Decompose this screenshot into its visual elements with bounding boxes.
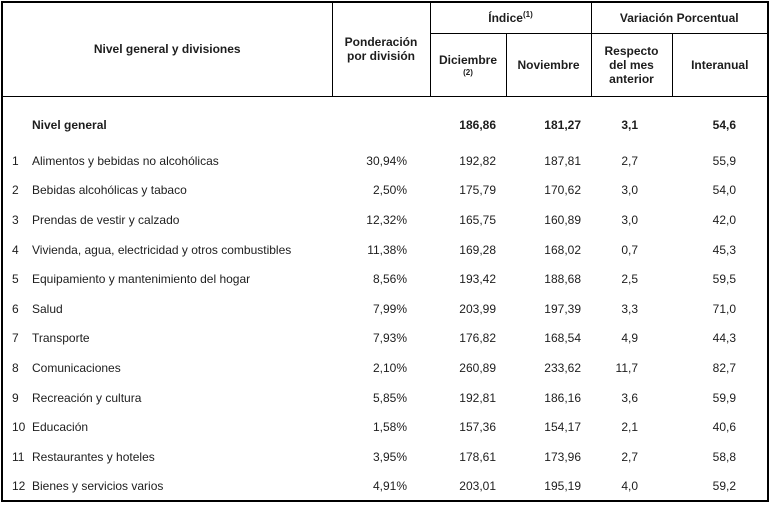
december-index-cell: 178,61 — [459, 449, 496, 464]
november-index-cell: 168,54 — [544, 331, 581, 346]
november-index-cell: 168,02 — [544, 242, 581, 257]
monthly-variation-cell: 3,0 — [621, 183, 638, 198]
weight-cell — [332, 96, 430, 146]
division-label: Bebidas alcohólicas y tabaco — [32, 183, 187, 198]
division-label: Bienes y servicios varios — [32, 478, 164, 493]
division-name-cell — [2, 472, 332, 502]
table-row — [2, 264, 768, 294]
division-number: 2 — [12, 183, 19, 198]
november-index-cell: 173,96 — [544, 449, 581, 464]
division-name-cell — [2, 235, 332, 265]
header-variation-group: Variación Porcentual — [591, 2, 768, 33]
monthly-variation-cell: 2,5 — [621, 272, 638, 287]
interannual-variation-cell: 59,9 — [712, 390, 736, 405]
division-label: Educación — [32, 420, 89, 435]
interannual-variation-cell: 71,0 — [712, 301, 736, 316]
division-name-cell — [2, 383, 332, 413]
december-index-cell: 165,75 — [459, 212, 496, 227]
interannual-variation-cell: 42,0 — [712, 212, 736, 227]
table-row — [2, 176, 768, 206]
division-name-cell — [2, 176, 332, 206]
weight-cell: 8,56% — [372, 272, 407, 287]
division-number: 3 — [12, 212, 19, 227]
november-index-cell: 197,39 — [544, 301, 581, 316]
table-row — [2, 294, 768, 324]
table-row — [2, 353, 768, 383]
header-index-label: Índice — [488, 10, 523, 25]
december-index-cell: 175,79 — [459, 183, 496, 198]
division-label: Equipamiento y mantenimiento del hogar — [32, 272, 251, 287]
monthly-variation-cell: 2,1 — [621, 420, 638, 435]
weight-cell: 2,10% — [372, 360, 407, 375]
footnote-ref-2: (2) — [463, 67, 473, 77]
interannual-variation-cell: 55,9 — [712, 153, 736, 168]
november-index-cell: 195,19 — [544, 478, 581, 493]
interannual-variation-cell: 45,3 — [712, 242, 736, 257]
general-level-row — [2, 96, 768, 146]
interannual-variation-cell: 59,5 — [712, 272, 736, 287]
monthly-variation-cell: 0,7 — [621, 242, 638, 257]
november-index-cell: 170,62 — [544, 183, 581, 198]
interannual-variation-cell: 40,6 — [712, 420, 736, 435]
monthly-variation-cell: 4,0 — [621, 478, 638, 493]
table-row — [2, 324, 768, 354]
division-label: Vivienda, agua, electricidad y otros combustibles — [32, 242, 292, 257]
price-index-table — [1, 1, 769, 502]
weight-cell: 5,85% — [372, 390, 407, 405]
november-index-cell: 181,27 — [544, 118, 581, 133]
december-index-cell: 203,01 — [459, 478, 496, 493]
weight-cell: 2,50% — [372, 183, 407, 198]
footnote-ref-1: (1) — [522, 9, 533, 19]
monthly-variation-cell: 2,7 — [621, 449, 638, 464]
header-weight: Ponderación por división — [332, 2, 430, 96]
division-number: 1 — [12, 153, 19, 168]
december-index-cell: 260,89 — [459, 360, 496, 375]
division-number: 9 — [12, 390, 19, 405]
header-interannual: Interanual — [672, 33, 768, 96]
november-index-cell: 160,89 — [544, 212, 581, 227]
december-index-cell: 169,28 — [459, 242, 496, 257]
division-number: 5 — [12, 272, 19, 287]
table-row — [2, 146, 768, 176]
interannual-variation-cell: 59,2 — [712, 478, 736, 493]
weight-cell: 12,32% — [366, 212, 407, 227]
interannual-variation-cell: 54,6 — [712, 118, 736, 133]
division-name-cell — [2, 205, 332, 235]
division-name-cell — [2, 294, 332, 324]
header-december — [430, 33, 506, 96]
interannual-variation-cell: 82,7 — [712, 360, 736, 375]
division-label: Nivel general — [32, 118, 107, 133]
division-name-cell — [2, 353, 332, 383]
november-index-cell: 188,68 — [544, 272, 581, 287]
monthly-variation-cell: 3,6 — [621, 390, 638, 405]
division-number: 6 — [12, 301, 19, 316]
monthly-variation-cell: 3,0 — [621, 212, 638, 227]
weight-cell: 11,38% — [367, 242, 407, 257]
header-december-label: Diciembre — [438, 52, 498, 67]
division-name-cell — [2, 146, 332, 176]
interannual-variation-cell: 58,8 — [712, 449, 736, 464]
header-index-group — [430, 2, 591, 33]
table-row — [2, 235, 768, 265]
division-label: Restaurantes y hoteles — [32, 449, 155, 464]
division-label: Recreación y cultura — [32, 390, 142, 405]
weight-cell: 1,58% — [372, 420, 407, 435]
november-index-cell: 186,16 — [544, 390, 581, 405]
division-label: Transporte — [32, 331, 90, 346]
division-label: Prendas de vestir y calzado — [32, 212, 180, 227]
monthly-variation-cell: 2,7 — [621, 153, 638, 168]
division-name-cell — [2, 324, 332, 354]
division-name-cell — [2, 412, 332, 442]
division-number: 4 — [12, 242, 19, 257]
division-name-cell — [2, 442, 332, 472]
division-label: Comunicaciones — [32, 360, 121, 375]
weight-cell: 30,94% — [366, 153, 407, 168]
november-index-cell: 187,81 — [544, 153, 581, 168]
division-number: 7 — [12, 331, 19, 346]
table-header — [2, 2, 768, 96]
monthly-variation-cell: 11,7 — [615, 360, 638, 375]
december-index-cell: 193,42 — [459, 272, 496, 287]
december-index-cell: 203,99 — [459, 301, 496, 316]
division-name-cell — [2, 96, 332, 146]
division-label: Salud — [32, 301, 63, 316]
november-index-cell: 154,17 — [544, 420, 581, 435]
weight-cell: 4,91% — [372, 478, 407, 493]
december-index-cell: 176,82 — [459, 331, 496, 346]
division-number: 10 — [12, 420, 26, 435]
monthly-variation-cell: 4,9 — [621, 331, 638, 346]
header-month-over-month: Respecto del mes anterior — [591, 33, 672, 96]
weight-cell: 7,93% — [372, 331, 407, 346]
november-index-cell: 233,62 — [544, 360, 581, 375]
december-index-cell: 192,81 — [459, 390, 496, 405]
monthly-variation-cell: 3,3 — [621, 301, 638, 316]
weight-cell: 3,95% — [372, 449, 407, 464]
division-name-cell — [2, 264, 332, 294]
header-divisions: Nivel general y divisiones — [2, 2, 332, 96]
header-november: Noviembre — [506, 33, 591, 96]
table-body — [2, 96, 768, 501]
table-row — [2, 205, 768, 235]
interannual-variation-cell: 54,0 — [712, 183, 736, 198]
weight-cell: 7,99% — [372, 301, 407, 316]
division-number: 12 — [12, 478, 26, 493]
table-row — [2, 412, 768, 442]
table-row — [2, 442, 768, 472]
division-number: 11 — [12, 449, 25, 464]
division-label: Alimentos y bebidas no alcohólicas — [32, 153, 219, 168]
division-number: 8 — [12, 360, 19, 375]
monthly-variation-cell: 3,1 — [621, 118, 638, 133]
interannual-variation-cell: 44,3 — [712, 331, 736, 346]
table-row — [2, 472, 768, 502]
table-row — [2, 383, 768, 413]
december-index-cell: 186,86 — [459, 118, 496, 133]
december-index-cell: 192,82 — [459, 153, 496, 168]
december-index-cell: 157,36 — [459, 420, 496, 435]
